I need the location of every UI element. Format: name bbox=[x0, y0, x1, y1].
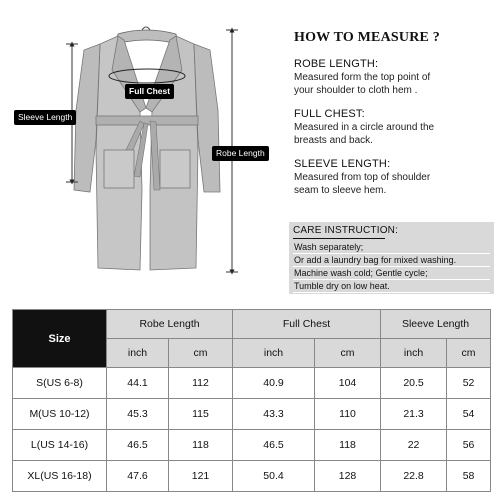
sleeve-length-block bbox=[294, 158, 494, 197]
robe-length-description bbox=[294, 71, 494, 97]
care-line: Tumble dry on low heat. bbox=[293, 280, 490, 293]
value-cell: 128 bbox=[315, 461, 381, 492]
value-cell: 118 bbox=[315, 430, 381, 461]
unit-header: cm bbox=[315, 339, 381, 368]
unit-header: cm bbox=[447, 339, 491, 368]
size-chart-table bbox=[12, 309, 491, 492]
unit-header: cm bbox=[169, 339, 233, 368]
care-instruction-title: CARE INSTRUCTION: bbox=[293, 225, 399, 236]
table-row bbox=[13, 461, 491, 492]
care-line: Machine wash cold; Gentle cycle; bbox=[293, 267, 490, 280]
value-cell: 45.3 bbox=[107, 399, 169, 430]
robe-length-label: Robe Length bbox=[212, 146, 269, 161]
sleeve-length-line-2: seam to sleeve hem. bbox=[294, 185, 387, 196]
robe-length-line-2: your shoulder to cloth hem . bbox=[294, 85, 418, 96]
full-chest-description bbox=[294, 121, 494, 147]
full-chest-heading: FULL CHEST: bbox=[294, 108, 365, 120]
value-cell: 50.4 bbox=[233, 461, 315, 492]
full-chest-line-1: Measured in a circle around the bbox=[294, 122, 435, 133]
value-cell: 115 bbox=[169, 399, 233, 430]
unit-header: inch bbox=[233, 339, 315, 368]
care-line: Or add a laundry bag for mixed washing. bbox=[293, 254, 490, 267]
robe-length-block bbox=[294, 58, 494, 97]
value-cell: 58 bbox=[447, 461, 491, 492]
size-header-cell: Size bbox=[13, 310, 107, 368]
sleeve-length-line-1: Measured from top of shoulder bbox=[294, 172, 431, 183]
table-row bbox=[13, 430, 491, 461]
robe-illustration bbox=[0, 0, 290, 300]
robe-length-line-1: Measured form the top point of bbox=[294, 72, 431, 83]
sleeve-length-heading: SLEEVE LENGTH: bbox=[294, 158, 391, 170]
value-cell: 40.9 bbox=[233, 368, 315, 399]
value-cell: 22.8 bbox=[381, 461, 447, 492]
value-cell: 44.1 bbox=[107, 368, 169, 399]
value-cell: 104 bbox=[315, 368, 381, 399]
size-cell: L(US 14-16) bbox=[13, 430, 107, 461]
value-cell: 112 bbox=[169, 368, 233, 399]
full-chest-line-2: breasts and back. bbox=[294, 135, 373, 146]
unit-header: inch bbox=[107, 339, 169, 368]
value-cell: 46.5 bbox=[107, 430, 169, 461]
value-cell: 20.5 bbox=[381, 368, 447, 399]
size-cell: XL(US 16-18) bbox=[13, 461, 107, 492]
full-chest-block bbox=[294, 108, 494, 147]
care-title-underline bbox=[293, 238, 385, 239]
full-chest-label: Full Chest bbox=[125, 84, 174, 99]
value-cell: 56 bbox=[447, 430, 491, 461]
care-line: Wash separately; bbox=[293, 241, 490, 254]
sleeve-length-label: Sleeve Length bbox=[14, 110, 76, 125]
table-row bbox=[13, 399, 491, 430]
unit-header: inch bbox=[381, 339, 447, 368]
value-cell: 121 bbox=[169, 461, 233, 492]
sleeve-length-group-header: Sleeve Length bbox=[381, 310, 491, 339]
how-to-measure-title: HOW TO MEASURE ? bbox=[294, 30, 440, 45]
size-cell: S(US 6-8) bbox=[13, 368, 107, 399]
value-cell: 110 bbox=[315, 399, 381, 430]
value-cell: 46.5 bbox=[233, 430, 315, 461]
table-row bbox=[13, 368, 491, 399]
robe-length-heading: ROBE LENGTH: bbox=[294, 58, 379, 70]
table-header-row bbox=[13, 310, 491, 339]
how-to-measure-section bbox=[294, 30, 494, 208]
robe-length-group-header: Robe Length bbox=[107, 310, 233, 339]
full-chest-group-header: Full Chest bbox=[233, 310, 381, 339]
value-cell: 54 bbox=[447, 399, 491, 430]
value-cell: 21.3 bbox=[381, 399, 447, 430]
value-cell: 118 bbox=[169, 430, 233, 461]
value-cell: 22 bbox=[381, 430, 447, 461]
sleeve-length-description bbox=[294, 171, 494, 197]
size-cell: M(US 10-12) bbox=[13, 399, 107, 430]
value-cell: 52 bbox=[447, 368, 491, 399]
care-instruction-box bbox=[289, 222, 494, 294]
value-cell: 43.3 bbox=[233, 399, 315, 430]
value-cell: 47.6 bbox=[107, 461, 169, 492]
